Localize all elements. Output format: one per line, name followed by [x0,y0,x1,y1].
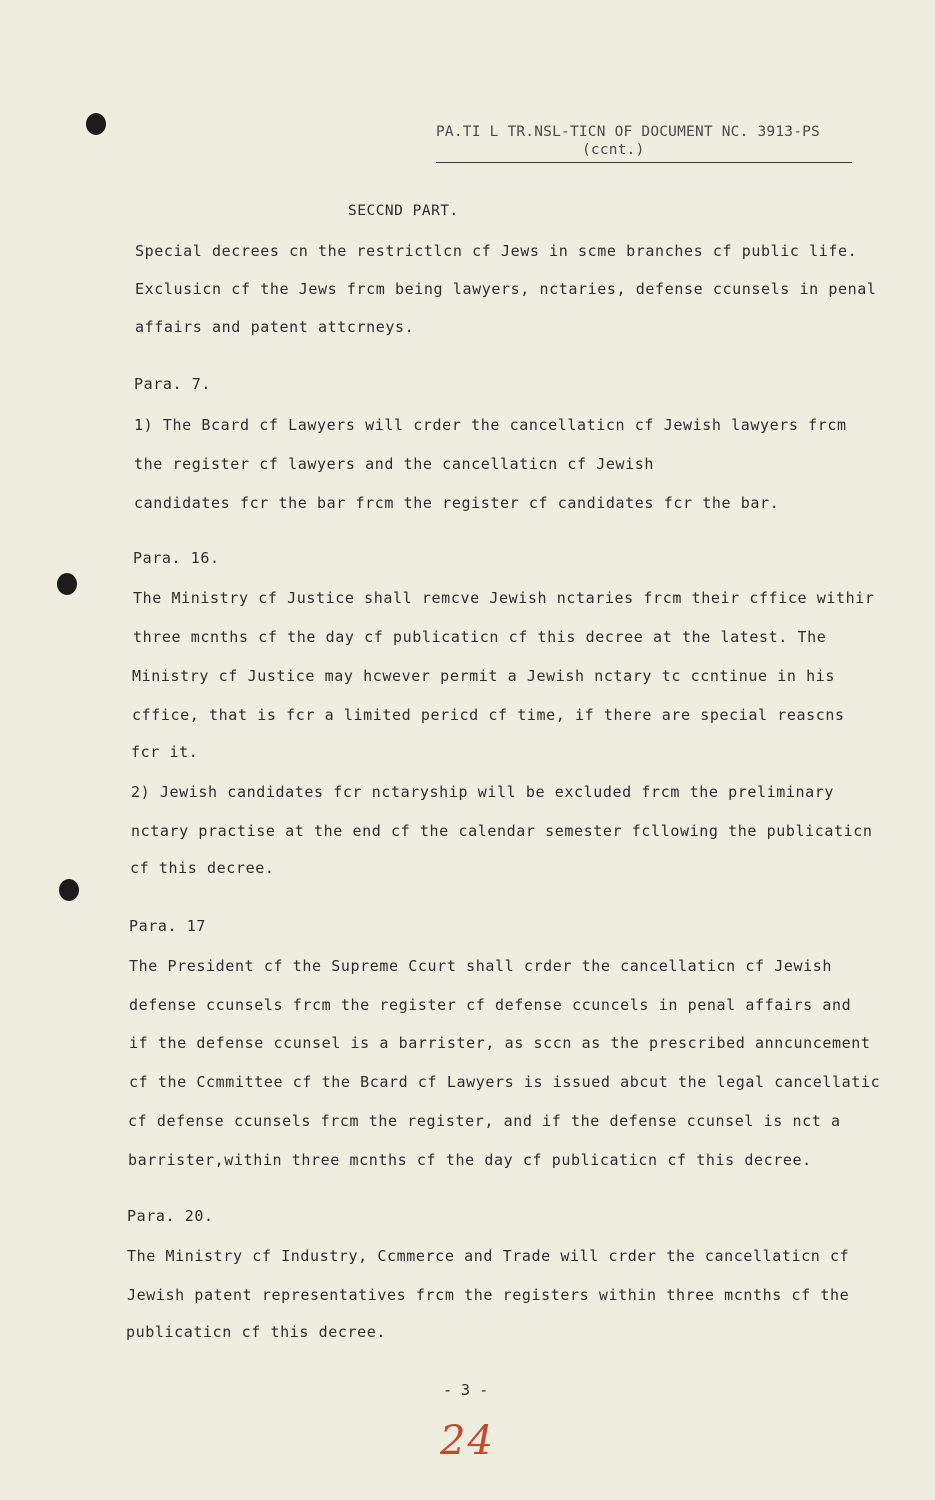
para-16-line: cffice, that is fcr a limited pericd cf time, if there are special reascns [132,706,845,724]
para-17-line: cf defense ccunsels frcm the register, and if the defense ccunsel is nct a [128,1112,841,1130]
intro-line: Exclusicn cf the Jews frcm being lawyers, nctaries, defense ccunsels in penal [135,280,877,298]
para-16-heading: Para. 16. [133,549,220,567]
header-continued: (ccnt.) [582,142,645,158]
document-header [436,124,852,158]
para-7-line: 1) The Bcard cf Lawyers will crder the cancellaticn cf Jewish lawyers frcm [134,416,847,434]
intro-line: affairs and patent attcrneys. [135,318,415,336]
para-20-line: Jewish patent representatives frcm the registers within three mcnths cf the [127,1286,850,1304]
para-17-line: barrister,within three mcnths cf the day cf publicaticn cf this decree. [128,1151,812,1169]
para-16-line: cf this decree. [130,859,275,877]
para-17-line: defense ccunsels frcm the register cf defense ccuncels in penal affairs and [129,996,852,1014]
header-title: PA.TI L TR.NSL-TICN OF DOCUMENT NC. 3913-PS [436,124,820,140]
para-7-heading: Para. 7. [134,375,212,393]
punch-hole-top [86,113,106,135]
para-7-line: candidates fcr the bar frcm the register cf candidates fcr the bar. [134,494,780,512]
intro-line: Special decrees cn the restrictlcn cf Jews in scme branches cf public life. [135,242,858,260]
header-underline [436,162,852,163]
para-20-heading: Para. 20. [127,1207,214,1225]
para-17-line: if the defense ccunsel is a barrister, as sccn as the prescribed anncuncement [129,1034,871,1052]
para-16-line: nctary practise at the end cf the calendar semester fcllowing the publicaticn [131,822,873,840]
section-title: SECCND PART. [348,203,459,219]
page-number: - 3 - [443,1381,489,1399]
punch-hole-bottom [59,879,79,901]
handwritten-page-number: 24 [440,1418,495,1464]
para-20-line: The Ministry cf Industry, Ccmmerce and Trade will crder the cancellaticn cf [127,1247,850,1265]
para-17-line: cf the Ccmmittee cf the Bcard cf Lawyers is issued abcut the legal cancellatic [129,1073,881,1091]
para-16-line: Ministry cf Justice may hcwever permit a Jewish nctary tc ccntinue in his [132,667,836,685]
para-17-line: The President cf the Supreme Ccurt shall crder the cancellaticn cf Jewish [129,957,833,975]
para-20-line: publicaticn cf this decree. [126,1323,387,1341]
para-16-line: fcr it. [131,743,199,761]
para-16-line: 2) Jewish candidates fcr nctaryship will be excluded frcm the preliminary [131,783,835,801]
punch-hole-middle [57,573,77,595]
para-17-heading: Para. 17 [129,917,207,935]
para-7-line: the register cf lawyers and the cancellaticn cf Jewish [134,455,655,473]
para-16-line: three mcnths cf the day cf publicaticn cf this decree at the latest. The [133,628,827,646]
para-16-line: The Ministry cf Justice shall remcve Jewish nctaries frcm their cffice withir [133,589,875,607]
